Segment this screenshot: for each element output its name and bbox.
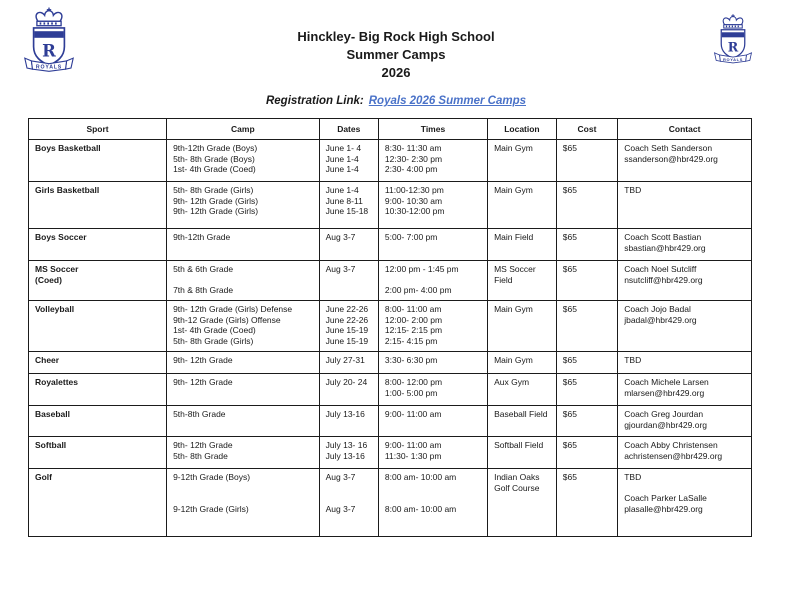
cell-camp	[167, 140, 320, 182]
cell-cost	[556, 229, 617, 261]
cell-location	[488, 140, 557, 182]
cell-sport	[29, 140, 167, 182]
contact-line: Coach Abby Christensen	[624, 440, 718, 450]
dates-line: June 22-26	[325, 304, 369, 314]
cell-contact	[618, 374, 752, 406]
dates-line: June 1-4	[325, 185, 359, 195]
camp-line: 9th-12 Grade (Girls) Offense	[173, 314, 281, 325]
cell-cost	[556, 261, 617, 301]
cost-line: $65	[562, 232, 577, 242]
times-line: 8:00 am- 10:00 am	[384, 503, 457, 514]
cell-camp	[167, 437, 320, 469]
location-line: Golf Course	[494, 482, 540, 493]
cell-location	[488, 261, 557, 301]
camp-line: 9th-12th Grade (Boys)	[173, 143, 258, 153]
camp-line: 5th- 8th Grade (Girls)	[173, 185, 254, 195]
cell-cost	[556, 140, 617, 182]
cost-line: $65	[562, 355, 577, 365]
cell-cost	[556, 469, 617, 537]
cell-times	[378, 437, 487, 469]
camp-line: 9-12th Grade (Girls)	[173, 503, 249, 514]
dates-line: June 15-19	[325, 325, 369, 335]
column-header-location: Location	[488, 119, 557, 140]
contact-line: sbastian@hbr429.org	[624, 242, 706, 253]
cell-contact	[618, 140, 752, 182]
times-line: 12:30- 2:30 pm	[384, 153, 443, 164]
camp-line: 5th- 8th Grade (Boys)	[173, 153, 255, 164]
column-header-sport: Sport	[29, 119, 167, 140]
column-header-contact: Contact	[618, 119, 752, 140]
cost-line: $65	[562, 143, 577, 153]
cell-location	[488, 182, 557, 229]
dates-line: July 20- 24	[325, 377, 368, 387]
svg-text:ROYALS: ROYALS	[723, 56, 743, 62]
cell-sport	[29, 301, 167, 352]
dates-line: June 1-4	[325, 153, 359, 164]
cell-location	[488, 229, 557, 261]
cell-dates	[319, 229, 378, 261]
cell-location	[488, 469, 557, 537]
table-row	[29, 374, 752, 406]
column-header-cost: Cost	[556, 119, 617, 140]
cost-line: $65	[562, 440, 577, 450]
camp-line: 1st- 4th Grade (Coed)	[173, 325, 256, 335]
cell-times	[378, 301, 487, 352]
camp-line: 9th- 12th Grade (Girls)	[173, 195, 259, 206]
sport-line: Softball	[35, 440, 67, 450]
svg-text:R: R	[42, 41, 56, 61]
cell-sport	[29, 406, 167, 437]
times-line: 2:30- 4:00 pm	[384, 164, 438, 174]
cell-location	[488, 374, 557, 406]
sport-line: (Coed)	[35, 274, 62, 285]
times-line: 12:00 pm - 1:45 pm	[384, 264, 459, 274]
contact-line: Coach Scott Bastian	[624, 232, 702, 242]
cell-contact	[618, 352, 752, 374]
page-subtitle: Summer Camps	[346, 47, 446, 62]
cell-contact	[618, 229, 752, 261]
camp-line	[173, 493, 317, 504]
svg-text:ROYALS: ROYALS	[35, 64, 63, 71]
contact-line: Coach Seth Sanderson	[624, 143, 713, 153]
column-header-dates: Dates	[319, 119, 378, 140]
contact-line: Coach Michele Larsen	[624, 377, 709, 387]
cell-cost	[556, 406, 617, 437]
cell-times	[378, 469, 487, 537]
location-line: Indian Oaks	[494, 472, 540, 482]
cost-line: $65	[562, 472, 577, 482]
contact-line: Coach Greg Jourdan	[624, 409, 704, 419]
contact-line: TBD	[624, 355, 642, 365]
cell-contact	[618, 469, 752, 537]
sport-line: Golf	[35, 472, 52, 482]
location-line: Softball Field	[494, 440, 544, 450]
times-line: 10:30-12:00 pm	[384, 206, 445, 216]
camp-line: 9-12th Grade (Boys)	[173, 472, 251, 482]
dates-line: June 8-11	[325, 195, 363, 206]
table-row	[29, 261, 752, 301]
cell-camp	[167, 261, 320, 301]
location-line: Main Gym	[494, 143, 533, 153]
cell-contact	[618, 261, 752, 301]
contact-line: achristensen@hbr429.org	[624, 450, 723, 461]
dates-line: Aug 3-7	[325, 264, 356, 274]
cell-dates	[319, 374, 378, 406]
page-year: 2026	[381, 65, 411, 80]
cell-camp	[167, 469, 320, 537]
cell-sport	[29, 437, 167, 469]
times-line: 2:15- 4:15 pm	[384, 335, 438, 346]
cost-line: $65	[562, 409, 577, 419]
cell-contact	[618, 437, 752, 469]
dates-line: June 1- 4	[325, 143, 362, 153]
times-line	[385, 275, 485, 286]
cell-times	[378, 406, 487, 437]
table-row	[29, 301, 752, 352]
cell-sport	[29, 374, 167, 406]
cell-times	[378, 140, 487, 182]
camp-line: 9th- 12th Grade	[173, 355, 233, 365]
times-line: 9:00- 11:00 am	[384, 440, 442, 450]
cost-line: $65	[562, 304, 577, 314]
camp-line: 9th- 12th Grade (Girls)	[173, 206, 259, 216]
cell-location	[488, 301, 557, 352]
cell-location	[488, 437, 557, 469]
table-row	[29, 469, 752, 537]
location-line: Main Gym	[494, 185, 533, 195]
camp-line: 5th- 8th Grade (Girls)	[173, 335, 254, 346]
cell-sport	[29, 182, 167, 229]
times-line: 8:00- 11:00 am	[384, 304, 442, 314]
table-row	[29, 406, 752, 437]
contact-line: plasalle@hbr429.org	[624, 503, 703, 514]
cell-cost	[556, 374, 617, 406]
cell-dates	[319, 352, 378, 374]
times-line: 1:00- 5:00 pm	[384, 387, 438, 398]
cell-dates	[319, 261, 378, 301]
cell-dates	[319, 182, 378, 229]
camp-line: 5th- 8th Grade	[173, 450, 228, 461]
camp-line: 9th- 12th Grade (Girls) Defense	[173, 304, 293, 314]
title-block	[0, 28, 792, 82]
dates-line: June 22-26	[325, 314, 369, 325]
cell-camp	[167, 374, 320, 406]
contact-line: Coach Parker LaSalle	[624, 493, 707, 503]
times-line	[385, 483, 485, 494]
cell-times	[378, 352, 487, 374]
sport-line: Volleyball	[35, 304, 75, 314]
camp-line: 9th- 12th Grade	[173, 440, 233, 450]
cell-location	[488, 406, 557, 437]
location-line: Main Field	[494, 232, 534, 242]
table-row	[29, 352, 752, 374]
camp-line: 5th-8th Grade	[173, 409, 226, 419]
svg-text:R: R	[727, 39, 739, 55]
location-line: Baseball Field	[494, 409, 548, 419]
camp-line: 7th & 8th Grade	[173, 285, 234, 295]
cell-camp	[167, 301, 320, 352]
dates-line: Aug 3-7	[325, 503, 356, 514]
cell-contact	[618, 182, 752, 229]
camp-line: 1st- 4th Grade (Coed)	[173, 164, 256, 174]
dates-line: June 15-18	[325, 206, 369, 216]
cell-camp	[167, 406, 320, 437]
times-line: 9:00- 11:00 am	[384, 409, 442, 419]
table-body	[29, 140, 752, 537]
camps-table	[28, 118, 752, 537]
location-line: Field	[494, 274, 513, 285]
dates-line: July 13- 16	[325, 440, 368, 450]
registration-line	[0, 95, 792, 107]
times-line: 8:00 am- 10:00 am	[384, 472, 457, 482]
cell-sport	[29, 469, 167, 537]
cell-dates	[319, 469, 378, 537]
table-header-row	[29, 119, 752, 140]
location-line: Main Gym	[494, 304, 533, 314]
contact-line: Coach Noel Sutcliff	[624, 264, 697, 274]
sport-line: Cheer	[35, 355, 60, 365]
table-row	[29, 229, 752, 261]
cell-sport	[29, 261, 167, 301]
table-row	[29, 437, 752, 469]
sport-line: Boys Soccer	[35, 232, 87, 242]
cell-times	[378, 229, 487, 261]
contact-line: TBD	[624, 472, 642, 482]
table-row	[29, 140, 752, 182]
dates-line: June 1-4	[325, 164, 359, 174]
column-header-times: Times	[378, 119, 487, 140]
cell-camp	[167, 182, 320, 229]
times-line: 12:00- 2:00 pm	[384, 314, 443, 325]
dates-line	[326, 483, 376, 494]
column-header-camp: Camp	[167, 119, 320, 140]
times-line: 3:30- 6:30 pm	[384, 355, 438, 365]
sport-line: Royalettes	[35, 377, 78, 387]
cell-times	[378, 182, 487, 229]
times-line: 11:00-12:30 pm	[384, 185, 444, 195]
camp-line: 9th-12th Grade	[173, 232, 231, 242]
times-line: 9:00- 10:30 am	[384, 195, 443, 206]
times-line: 8:00- 12:00 pm	[384, 377, 443, 387]
times-line: 2:00 pm- 4:00 pm	[384, 285, 452, 295]
camp-line	[173, 275, 317, 286]
location-line: MS Soccer	[494, 264, 536, 274]
cell-sport	[29, 229, 167, 261]
cost-line: $65	[562, 264, 577, 274]
contact-line: ssanderson@hbr429.org	[624, 153, 718, 164]
contact-line: Coach Jojo Badal	[624, 304, 691, 314]
cell-cost	[556, 301, 617, 352]
sport-line: Boys Basketball	[35, 143, 101, 153]
cell-cost	[556, 352, 617, 374]
dates-line: Aug 3-7	[325, 232, 356, 242]
cell-times	[378, 261, 487, 301]
sport-line: Baseball	[35, 409, 70, 419]
contact-line: nsutcliff@hbr429.org	[624, 274, 703, 285]
dates-line: Aug 3-7	[325, 472, 356, 482]
contact-line: TBD	[624, 185, 642, 195]
times-line: 11:30- 1:30 pm	[384, 450, 442, 461]
dates-line: July 13-16	[325, 450, 365, 461]
cell-cost	[556, 182, 617, 229]
contact-line: jbadal@hbr429.org	[624, 314, 697, 325]
cell-contact	[618, 406, 752, 437]
cell-times	[378, 374, 487, 406]
cost-line: $65	[562, 185, 577, 195]
cell-dates	[319, 301, 378, 352]
dates-line: July 13-16	[325, 409, 365, 419]
sport-line: Girls Basketball	[35, 185, 100, 195]
cell-dates	[319, 437, 378, 469]
cell-camp	[167, 229, 320, 261]
camp-line: 5th & 6th Grade	[173, 264, 234, 274]
dates-line	[326, 493, 376, 504]
registration-link[interactable]: Royals 2026 Summer Camps	[368, 95, 526, 107]
cell-location	[488, 352, 557, 374]
cell-contact	[618, 301, 752, 352]
cell-cost	[556, 437, 617, 469]
times-line	[385, 493, 485, 504]
contact-line	[624, 483, 749, 494]
location-line: Main Gym	[494, 355, 533, 365]
dates-line: June 15-19	[325, 335, 369, 346]
registration-label: Registration Link:	[265, 95, 364, 107]
dates-line: July 27-31	[325, 355, 365, 365]
sport-line: MS Soccer	[35, 264, 79, 274]
cost-line: $65	[562, 377, 577, 387]
cell-camp	[167, 352, 320, 374]
camp-line: 9th- 12th Grade	[173, 377, 233, 387]
camp-line	[173, 483, 317, 494]
contact-line: mlarsen@hbr429.org	[624, 387, 705, 398]
page-title: Hinckley- Big Rock High School	[297, 29, 495, 44]
times-line: 5:00- 7:00 pm	[384, 232, 438, 242]
contact-line: gjourdan@hbr429.org	[624, 419, 708, 430]
cell-dates	[319, 140, 378, 182]
cell-dates	[319, 406, 378, 437]
times-line: 12:15- 2:15 pm	[384, 325, 443, 335]
times-line: 8:30- 11:30 am	[384, 143, 442, 153]
table-row	[29, 182, 752, 229]
location-line: Aux Gym	[494, 377, 530, 387]
cell-sport	[29, 352, 167, 374]
